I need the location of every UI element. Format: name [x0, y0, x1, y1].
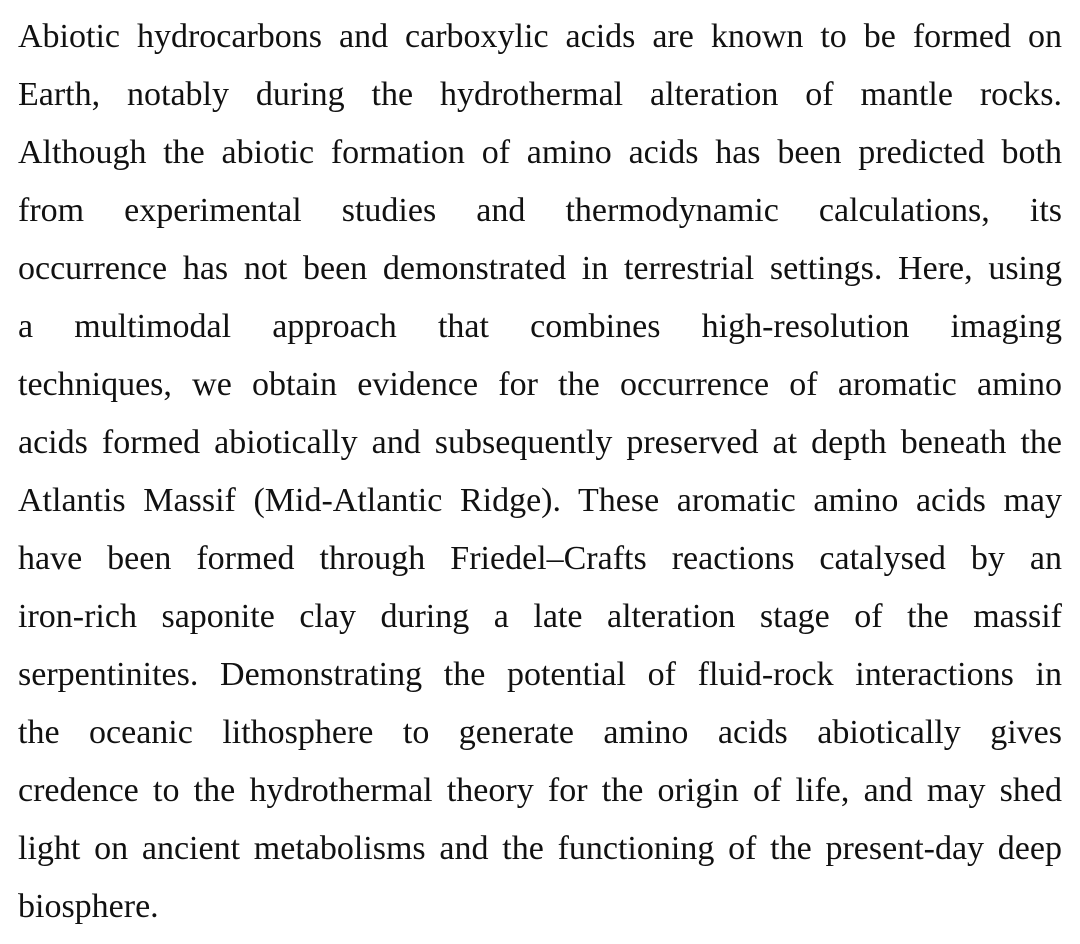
abstract-line-2: Earth, notably during the hydrothermal alteration of mantle rocks. [18, 76, 1062, 113]
abstract-line-15: light on ancient metabolisms and the functioning of the present-day deep [18, 830, 1062, 867]
abstract-line-12: serpentinites. Demonstrating the potential of fluid-rock interactions in [18, 656, 1062, 693]
abstract-line-5: occurrence has not been demonstrated in terrestrial settings. Here, using [18, 250, 1062, 287]
abstract-line-1: Abiotic hydrocarbons and carboxylic acids are known to be formed on [18, 18, 1062, 55]
abstract-line-13: the oceanic lithosphere to generate amino acids abiotically gives [18, 714, 1062, 751]
abstract-line-4: from experimental studies and thermodynamic calculations, its [18, 192, 1062, 229]
abstract-line-3: Although the abiotic formation of amino acids has been predicted both [18, 134, 1062, 171]
abstract-line-8: acids formed abiotically and subsequently preserved at depth beneath the [18, 424, 1062, 461]
abstract-line-7: techniques, we obtain evidence for the occurrence of aromatic amino [18, 366, 1062, 403]
abstract-paragraph [18, 8, 1062, 936]
abstract-line-11: iron-rich saponite clay during a late alteration stage of the massif [18, 598, 1062, 635]
abstract-line-14: credence to the hydrothermal theory for the origin of life, and may shed [18, 772, 1062, 809]
abstract-line-9: Atlantis Massif (Mid-Atlantic Ridge). These aromatic amino acids may [18, 482, 1062, 519]
abstract-line-6: a multimodal approach that combines high-resolution imaging [18, 308, 1062, 345]
abstract-line-16: biosphere. [18, 888, 159, 925]
abstract-line-10: have been formed through Friedel–Crafts reactions catalysed by an [18, 540, 1062, 577]
